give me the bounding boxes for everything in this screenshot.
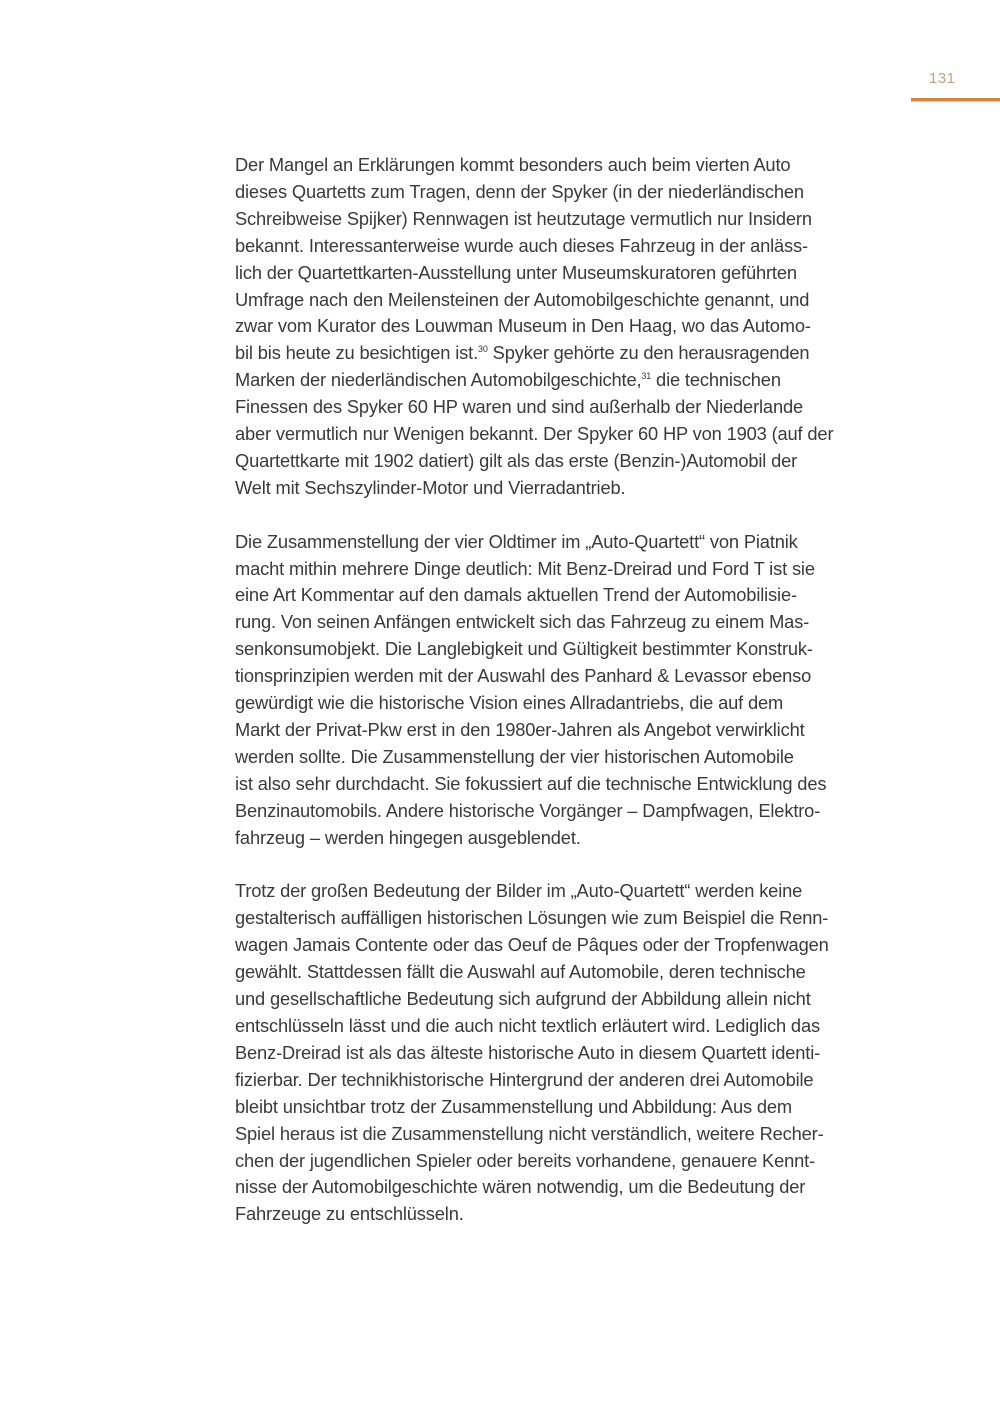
text-line: dieses Quartetts zum Tragen, denn der Spyker (in der niederländischen (235, 180, 804, 202)
text-line: lich der Quartettkarten-Ausstellung unter Museumskuratoren geführten (235, 261, 797, 283)
text-line: eine Art Kommentar auf den damals aktuellen Trend der Automobilisie- (235, 584, 797, 606)
text-line: chen der jugendlichen Spieler oder bereits vorhandene, genauere Kennt- (235, 1149, 815, 1171)
text-segment: bil bis heute zu besichtigen ist. (235, 342, 479, 364)
text-line: aber vermutlich nur Wenigen bekannt. Der Spyker 60 HP von 1903 (auf der (235, 423, 834, 445)
text-line: Markt der Privat-Pkw erst in den 1980er-Jahren als Angebot verwirklicht (235, 719, 805, 741)
page-number (910, 70, 1000, 87)
text-line: tionsprinzipien werden mit der Auswahl des Panhard & Levassor ebenso (235, 665, 812, 687)
text-line: senkonsumobjekt. Die Langlebigkeit und Gültigkeit bestimmter Konstruk- (235, 638, 813, 660)
text-line: Trotz der großen Bedeutung der Bilder im „Auto-Quartett“ werden keine (235, 880, 803, 902)
text-line: Umfrage nach den Meilensteinen der Automobilgeschichte genannt, und (235, 288, 810, 310)
text-line: wagen Jamais Contente oder das Oeuf de Pâques oder der Tropfenwagen (235, 934, 829, 956)
text-line: gewählt. Stattdessen fällt die Auswahl auf Automobile, deren technische (235, 961, 806, 983)
text-line: bekannt. Interessanterweise wurde auch dieses Fahrzeug in der anläss- (235, 234, 808, 256)
text-line: und gesellschaftliche Bedeutung sich aufgrund der Abbildung allein nicht (235, 988, 811, 1010)
text-line: werden sollte. Die Zusammenstellung der vier historischen Automobile (235, 745, 794, 767)
text-line: Die Zusammenstellung der vier Oldtimer im „Auto-Quartett“ von Piatnik (235, 530, 798, 552)
text-line: nisse der Automobilgeschichte wären notwendig, um die Bedeutung der (235, 1176, 806, 1198)
text-segment: die technischen (651, 369, 781, 391)
body-text (235, 152, 905, 1255)
text-line: Benzinautomobils. Andere historische Vorgänger – Dampfwagen, Elektro- (235, 799, 821, 821)
text-line: gewürdigt wie die historische Vision eines Allradantriebs, die auf dem (235, 692, 784, 714)
text-line: gestalterisch auffälligen historischen Lösungen wie zum Beispiel die Renn- (235, 907, 829, 929)
text-line: Fahrzeuge zu entschlüsseln. (235, 1203, 464, 1225)
text-line: entschlüsseln lässt und die auch nicht textlich erläutert wird. Lediglich das (235, 1014, 820, 1036)
footnote-reference: 30 (478, 344, 488, 355)
text-line: zwar vom Kurator des Louwman Museum in Den Haag, wo das Automo- (235, 315, 811, 337)
text-line: bleibt unsichtbar trotz der Zusammenstellung und Abbildung: Aus dem (235, 1095, 792, 1117)
text-line: Spiel heraus ist die Zusammenstellung nicht verständlich, weitere Recher- (235, 1122, 824, 1144)
text-line: fizierbar. Der technikhistorische Hintergrund der anderen drei Automobile (235, 1068, 814, 1090)
text-line: Benz-Dreirad ist als das älteste historische Auto in diesem Quartett identi- (235, 1041, 821, 1063)
text-segment: Marken der niederländischen Automobilgeschichte, (235, 369, 642, 391)
page-number-text: 131 (929, 70, 956, 87)
text-line: Der Mangel an Erklärungen kommt besonders auch beim vierten Auto (235, 154, 791, 175)
paragraph-3 (235, 878, 905, 1228)
text-line (235, 367, 905, 394)
text-line: Quartettkarte mit 1902 datiert) gilt als das erste (Benzin-)Automobil der (235, 449, 798, 471)
footnote-reference: 31 (641, 371, 652, 382)
text-line: fahrzeug – werden hingegen ausgeblendet. (235, 826, 581, 848)
text-line: Welt mit Sechszylinder-Motor und Vierradantrieb. (235, 476, 626, 498)
text-line: macht mithin mehrere Dinge deutlich: Mit Benz-Dreirad und Ford T ist sie (235, 557, 815, 579)
paragraph-1 (235, 152, 905, 502)
text-line: rung. Von seinen Anfängen entwickelt sich das Fahrzeug zu einem Mas- (235, 611, 810, 633)
text-line: Schreibweise Spijker) Rennwagen ist heutzutage vermutlich nur Insidern (235, 207, 812, 229)
text-line: Finessen des Spyker 60 HP waren und sind außerhalb der Niederlande (235, 396, 803, 418)
text-line: ist also sehr durchdacht. Sie fokussiert auf die technische Entwicklung des (235, 772, 827, 794)
paragraph-2 (235, 529, 905, 852)
text-segment: Spyker gehörte zu den herausragenden (487, 342, 810, 364)
header-rule (911, 98, 1000, 102)
text-line (235, 340, 905, 367)
